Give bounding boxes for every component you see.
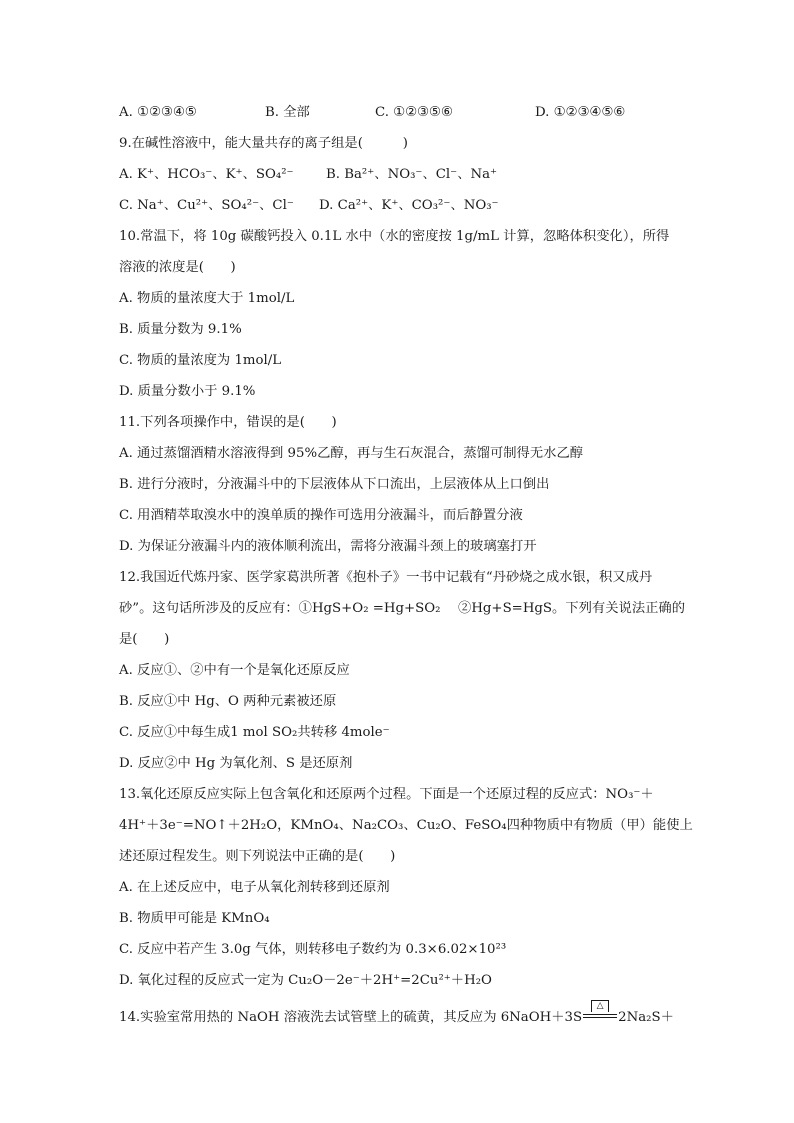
heat-condition-sign	[583, 1001, 617, 1023]
q12-option-c: C. 反应①中每生成1 mol SO₂共转移 4mole⁻	[119, 725, 390, 740]
q12-option-a: A. 反应①、②中有一个是氧化还原反应	[119, 663, 350, 678]
q8-option-b: B. 全部	[265, 105, 310, 120]
q11-option-c: C. 用酒精萃取溴水中的溴单质的操作可选用分液漏斗，而后静置分液	[119, 508, 523, 523]
equals-bar-top	[583, 1014, 617, 1015]
q13-option-a: A. 在上述反应中，电子从氧化剂转移到还原剂	[119, 880, 390, 895]
delta-symbol: △	[596, 1001, 604, 1011]
q8-option-a: A. ①②③④⑤	[119, 105, 197, 120]
equals-bar-bottom	[583, 1017, 617, 1018]
q10-option-b: B. 质量分数为 9.1%	[119, 322, 242, 337]
q13-option-c: C. 反应中若产生 3.0g 气体，则转移电子数约为 0.3×6.02×10²³	[119, 942, 507, 957]
q12-stem-line3: 是( )	[119, 632, 170, 647]
q11-stem: 11.下列各项操作中，错误的是( )	[119, 415, 337, 430]
q10-option-a: A. 物质的量浓度大于 1mol/L	[119, 291, 295, 306]
q12-option-d: D. 反应②中 Hg 为氧化剂、S 是还原剂	[119, 756, 353, 771]
q13-stem-line2: 4H⁺＋3e⁻=NO↑＋2H₂O，KMnO₄、Na₂CO₃、Cu₂O、FeSO₄四种物质中有物质（甲）能使上	[119, 818, 693, 833]
q12-stem-line2: 砂”。这句话所涉及的反应有：①HgS+O₂ =Hg+SO₂ ②Hg+S=HgS。下列有关说法正确的	[119, 601, 686, 616]
q9-option-a: A. K⁺、HCO₃⁻、K⁺、SO₄²⁻	[119, 167, 294, 182]
q12-stem-line1: 12.我国近代炼丹家、医学家葛洪所著《抱朴子》一书中记载有“丹砂烧之成水银，积又成丹	[119, 570, 653, 585]
q10-stem-line1: 10.常温下，将 10g 碳酸钙投入 0.1L 水中（水的密度按 1g/mL 计算，忽略体积变化），所得	[119, 229, 670, 244]
q9-option-c: C. Na⁺、Cu²⁺、SO₄²⁻、Cl⁻	[119, 198, 294, 213]
q14-stem-pre: 14.实验室常用热的 NaOH 溶液洗去试管壁上的硫黄，其反应为 6NaOH＋3S	[119, 1010, 583, 1025]
q13-option-b: B. 物质甲可能是 KMnO₄	[119, 911, 270, 926]
q11-option-d: D. 为保证分液漏斗内的液体顺利流出，需将分液漏斗颈上的玻璃塞打开	[119, 539, 537, 554]
q8-option-d: D. ①②③④⑤⑥	[535, 105, 626, 120]
q10-option-d: D. 质量分数小于 9.1%	[119, 384, 256, 399]
q10-stem-line2: 溶液的浓度是( )	[119, 260, 236, 275]
q13-stem-line1: 13.氧化还原反应实际上包含氧化和还原两个过程。下面是一个还原过程的反应式：NO₃⁻＋	[119, 787, 654, 802]
q13-stem-line3: 述还原过程发生。则下列说法中正确的是( )	[119, 849, 396, 864]
q12-option-b: B. 反应①中 Hg、O 两种元素被还原	[119, 694, 337, 709]
q9-options-row2	[119, 196, 679, 216]
q9-option-d: D. Ca²⁺、K⁺、CO₃²⁻、NO₃⁻	[319, 198, 499, 213]
q9-options-row1	[119, 165, 679, 185]
q9-option-b: B. Ba²⁺、NO₃⁻、Cl⁻、Na⁺	[326, 167, 498, 182]
q13-option-d: D. 氧化过程的反应式一定为 Cu₂O－2e⁻＋2H⁺=2Cu²⁺＋H₂O	[119, 973, 492, 988]
q9-stem: 9.在碱性溶液中，能大量共存的离子组是( )	[119, 136, 408, 151]
q14-stem-line1	[119, 1001, 679, 1028]
q11-option-a: A. 通过蒸馏酒精水溶液得到 95%乙醇，再与生石灰混合，蒸馏可制得无水乙醇	[119, 446, 584, 461]
q14-stem-post: 2Na₂S＋	[618, 1010, 674, 1025]
q8-options	[119, 103, 679, 123]
q8-option-c: C. ①②③⑤⑥	[375, 105, 453, 120]
q11-option-b: B. 进行分液时，分液漏斗中的下层液体从下口流出，上层液体从上口倒出	[119, 477, 550, 492]
q10-option-c: C. 物质的量浓度为 1mol/L	[119, 353, 282, 368]
